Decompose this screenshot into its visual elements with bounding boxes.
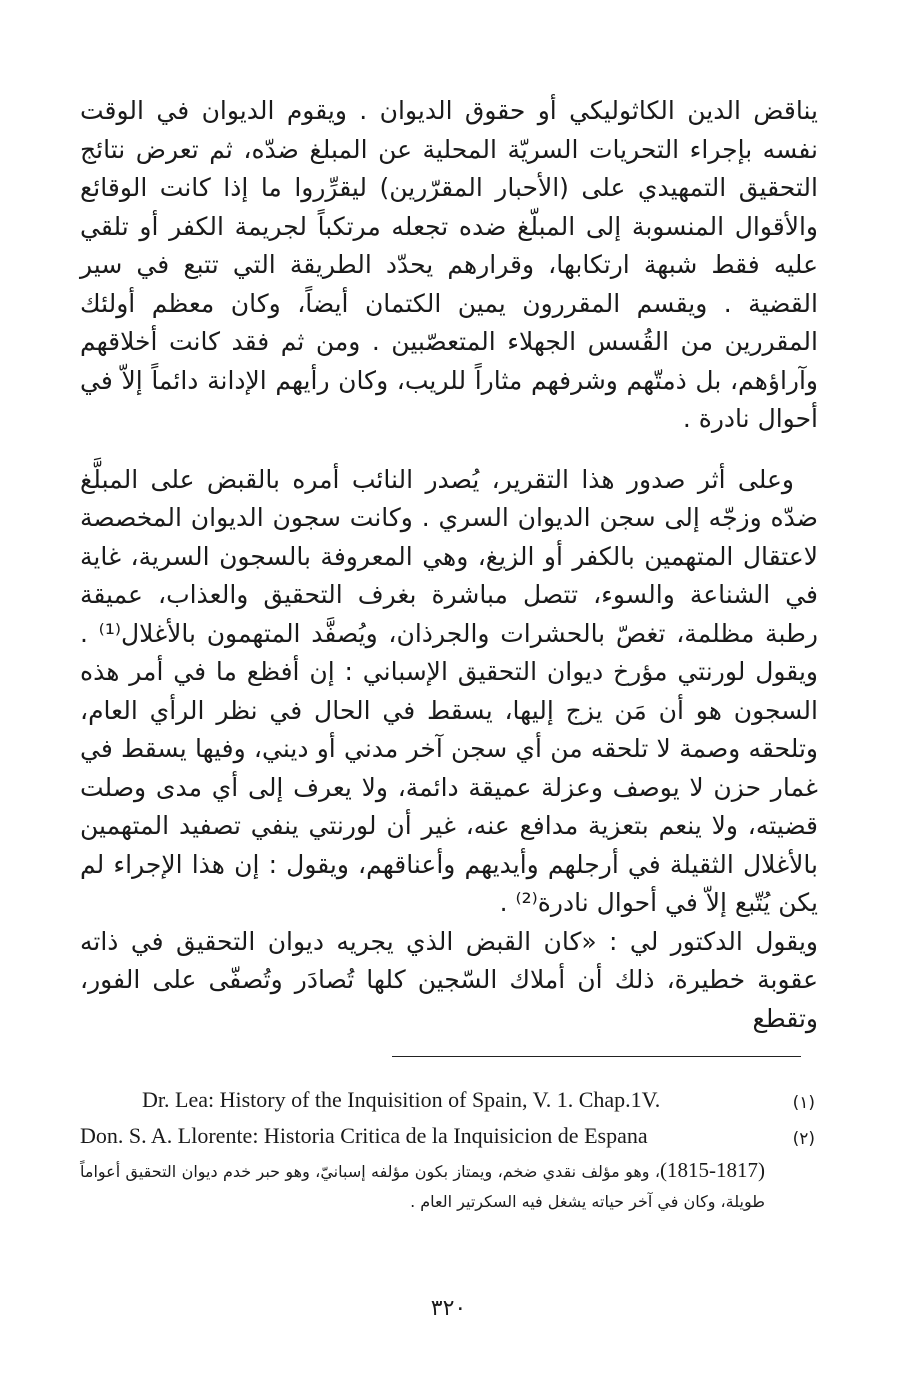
body-text (80, 92, 818, 1038)
paragraph: يناقض الدين الكاثوليكي أو حقوق الديوان . ويقوم الديوان في الوقت نفسه بإجراء التحريات السريّة المحلية عن المبلغ ضدّه، ثم تعرض نتائج التحقيق التمهيدي على (الأحبار المقرّرين) ليقرِّروا ما إذا كانت الوقائع والأقوال المنسوبة إلى المبلّغ ضده تجعله مرتكباً لجريمة الكفر أو تلقي عليه فقط شبهة ارتكابها، وقرارهم يحدّد الطريقة التي تتبع في سير القضية . ويقسم المقررون يمين الكتمان أيضاً، وكان معظم أولئك المقررين من القُسس الجهلاء المتعصّبين . ومن ثم فقد كانت أخلاقهم وآراؤهم، بل ذمتّهم وشرفهم مثاراً للريب، وكان رأيهم الإدانة دائماً إلاّ في أحوال نادرة . (80, 96, 818, 433)
footnote-text: Dr. Lea: History of the Inquisition of Spain, V. 1. Chap.1V. (142, 1087, 661, 1112)
footnote-text: Don. S. A. Llorente: Historia Critica de la Inquisicion de Espana (80, 1123, 648, 1148)
footnote-separator (392, 1056, 801, 1057)
paragraph: وعلى أثر صدور هذا التقرير، يُصدر النائب أمره بالقبض على المبلَّغ ضدّه وزجّه إلى سجن الديوان السري . وكانت سجون الديوان المخصصة لاعتقال المتهمين بالكفر أو الزيغ، وهي المعروفة بالسجون السرية، غاية في الشناعة والسوء، تتصل مباشرة بغرف التحقيق والعذاب، عميقة رطبة مظلمة، تغصّ بالحشرات والجرذان، ويُصفَّد المتهمون بالأغلال⁽¹⁾ . ويقول لورنتي مؤرخ ديوان التحقيق الإسباني : إن أفظع ما في أمر هذه السجون هو أن مَن يزج إليها، يسقط في الحال في نظر الرأي العام، وتلحقه وصمة لا تلحقه من أي سجن آخر مدني أو ديني، وفيها يسقط في غمار حزن لا يوصف وعزلة عميقة دائمة، ولا يعرف إلى أي مدى وصلت قضيته، ولا ينعم بتعزية مدافع عنه، غير أن لورنتي ينفي تصفيد المتهمين بالأغلال الثقيلة في أرجلهم وأيديهم وأعناقهم، ويقول : إن هذا الإجراء لم يكن يُتّبع إلاّ في أحوال نادرة⁽²⁾ . (80, 464, 818, 917)
footnote-marker: (١) (792, 1093, 815, 1113)
footnote-marker: (٢) (792, 1129, 815, 1149)
paragraph: ويقول الدكتور لي : «كان القبض الذي يجريه ديوان التحقيق في ذاته عقوبة خطيرة، ذلك أن أملاك السّجين كلها تُصادَر وتُصفّى على الفور، وتقطع (80, 926, 818, 1033)
footnote-years: (1815-1817) (660, 1158, 765, 1182)
footnote-arabic-note (80, 1155, 765, 1217)
footnote-note: ، وهو مؤلف نقدي ضخم، ويمتاز بكون مؤلفه إسبانيّ، وهو حبر خدم ديوان التحقيق أعواماً طويلة، وكان في آخر حياته يشغل فيه السكرتير العام . (80, 1162, 765, 1211)
page-number: ٣٢٠ (430, 1296, 467, 1321)
